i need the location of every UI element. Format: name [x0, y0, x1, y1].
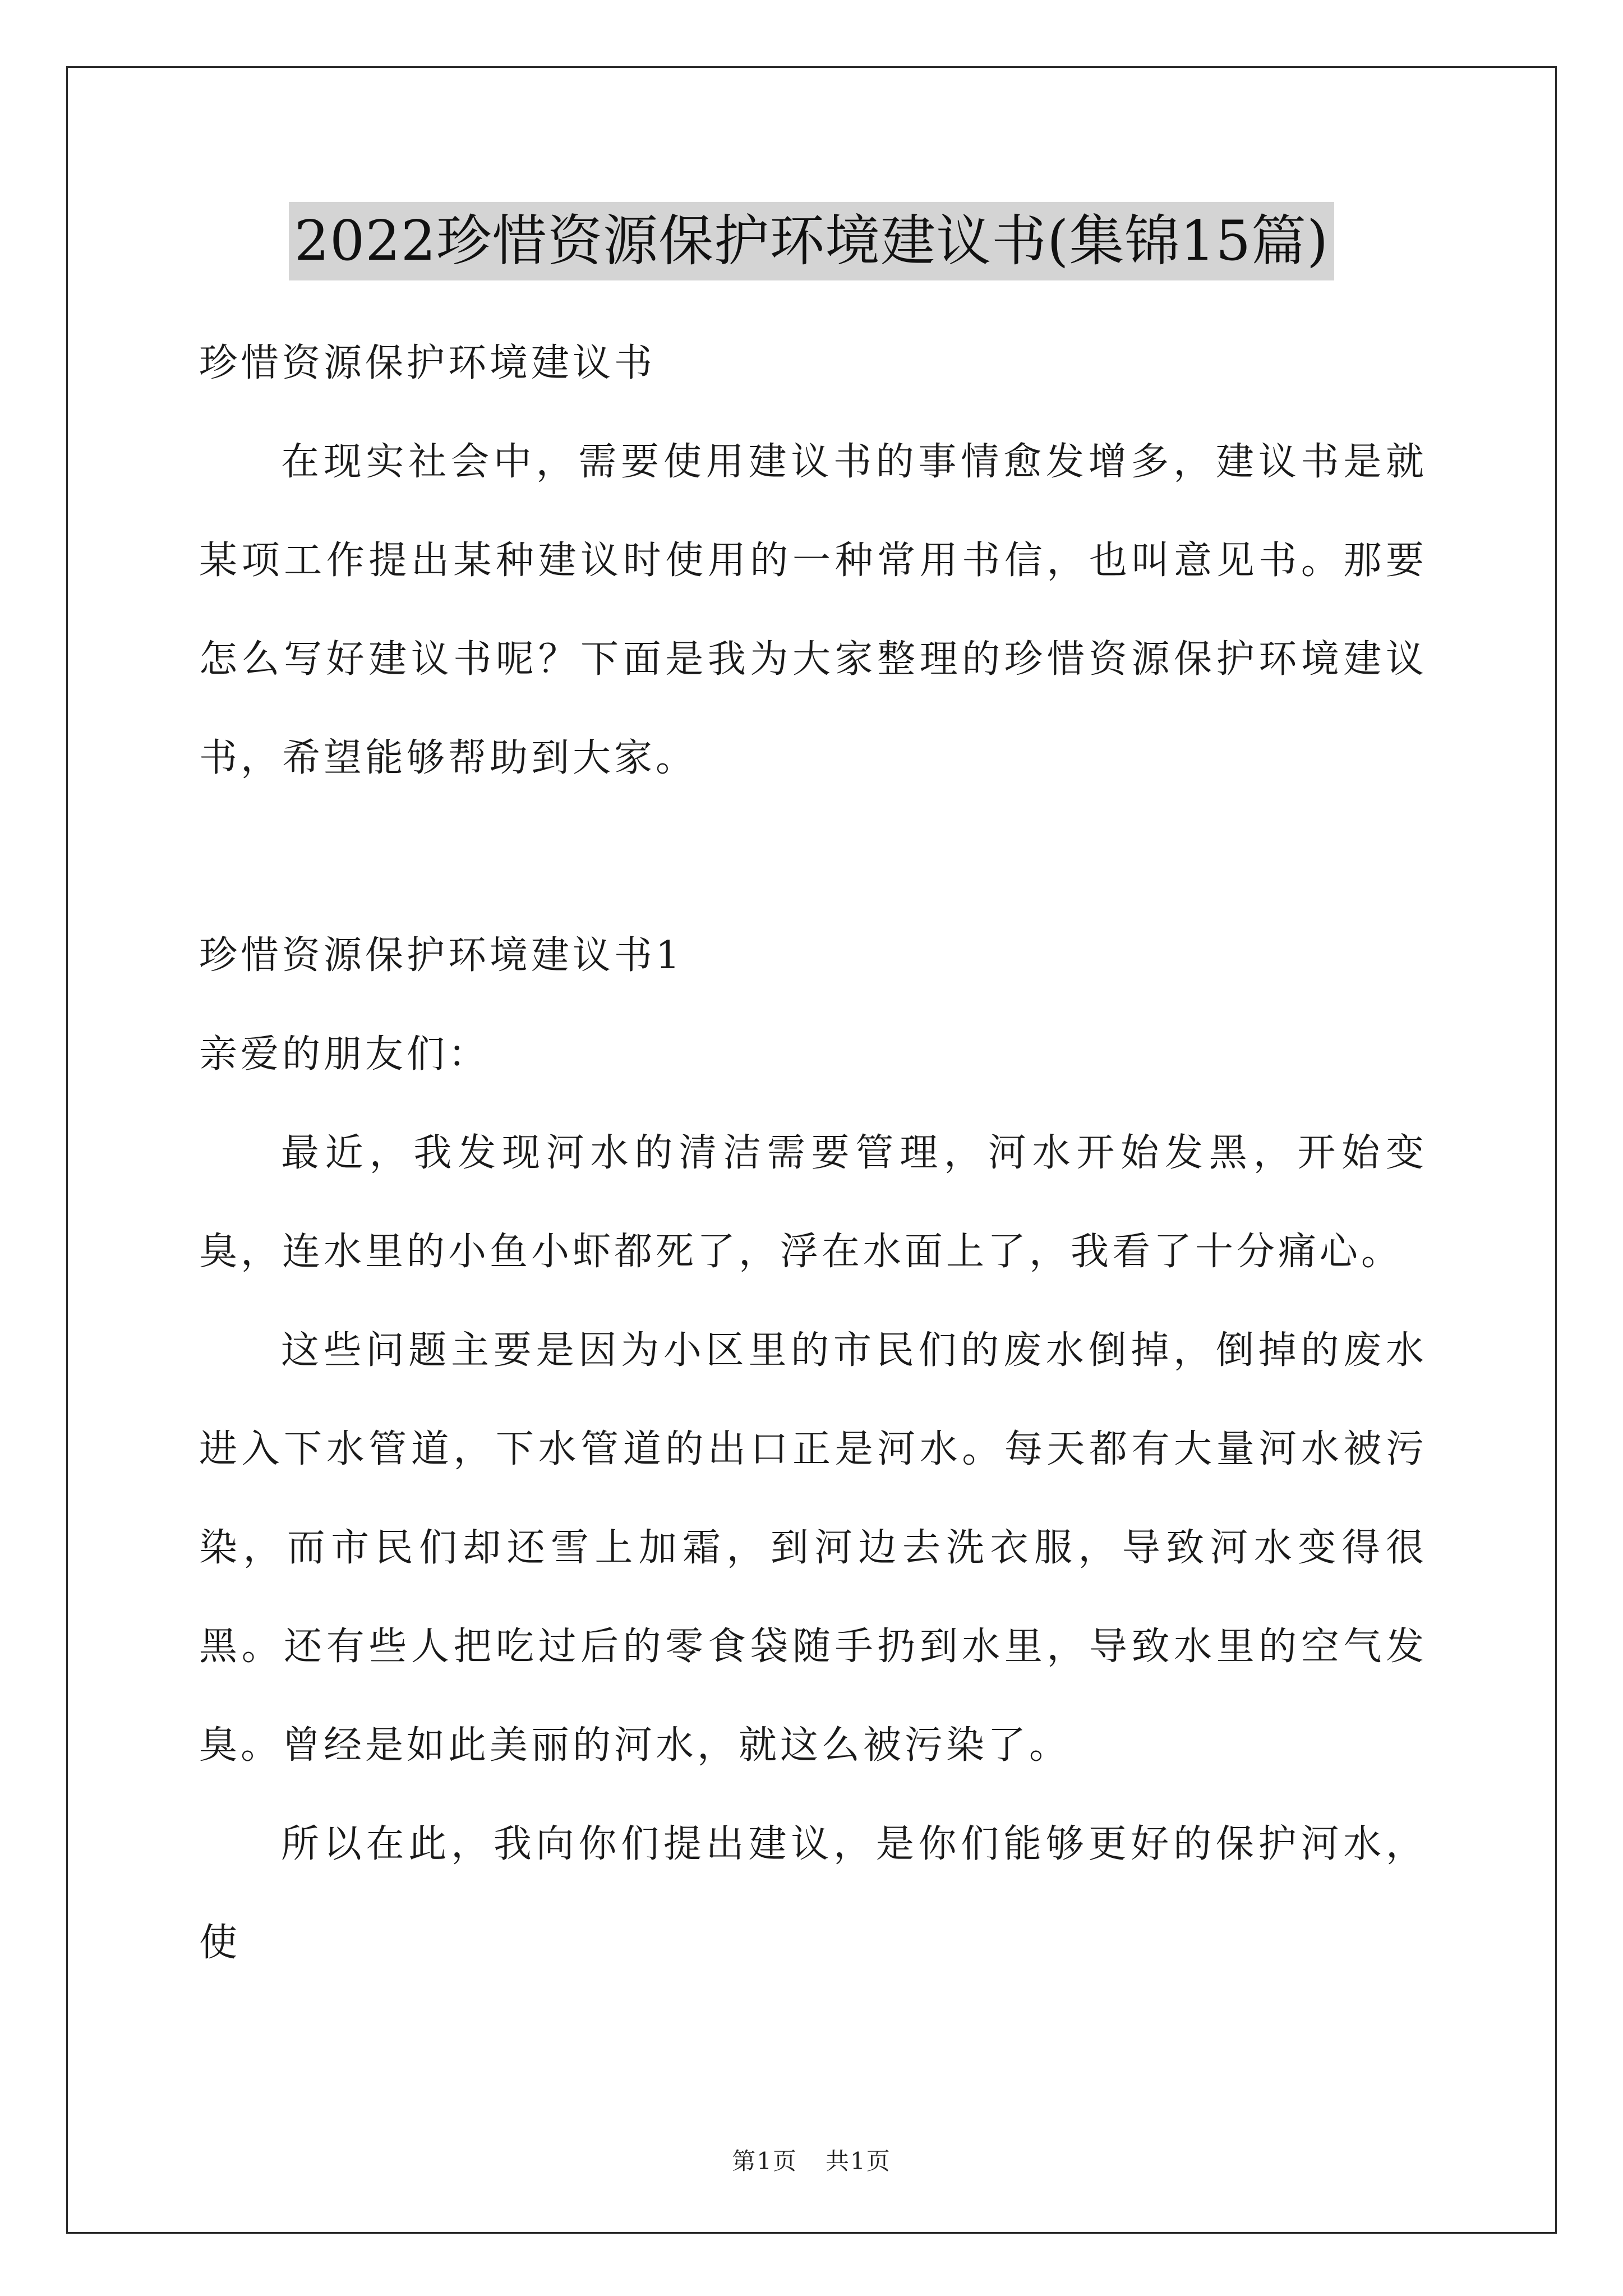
body-paragraph-2: 这些问题主要是因为小区里的市民们的废水倒掉，倒掉的废水进入下水管道，下水管道的出口正是河水。每天都有大量河水被污染，而市民们却还雪上加霜，到河边去洗衣服，导致河水变得很黑。还有些人把吃过后的零食袋随手扔到水里，导致水里的空气发臭。曾经是如此美丽的河水，就这么被污染了。 — [199, 1328, 1427, 1768]
title-container — [0, 202, 1623, 280]
document-body — [199, 314, 1427, 1993]
salutation: 亲爱的朋友们： — [199, 1032, 490, 1076]
body-paragraph-3: 所以在此，我向你们提出建议，是你们能够更好的保护河水，使 — [199, 1822, 1427, 1965]
page-number: 第1页 — [732, 2147, 797, 2175]
page-footer — [0, 2143, 1623, 2177]
document-title: 2022珍惜资源保护环境建议书(集锦15篇) — [289, 202, 1335, 280]
intro-heading: 珍惜资源保护环境建议书 — [199, 341, 656, 385]
body-paragraph-1: 最近，我发现河水的清洁需要管理，河水开始发黑，开始变臭，连水里的小鱼小虾都死了，浮在水面上了，我看了十分痛心。 — [199, 1131, 1427, 1274]
section-heading: 珍惜资源保护环境建议书1 — [199, 933, 684, 978]
intro-paragraph: 在现实社会中，需要使用建议书的事情愈发增多，建议书是就某项工作提出某种建议时使用的一种常用书信，也叫意见书。那要怎么写好建议书呢？下面是我为大家整理的珍惜资源保护环境建议书，希望能够帮助到大家。 — [199, 440, 1427, 780]
section-spacer — [199, 808, 1427, 907]
page-total: 共1页 — [826, 2147, 891, 2175]
